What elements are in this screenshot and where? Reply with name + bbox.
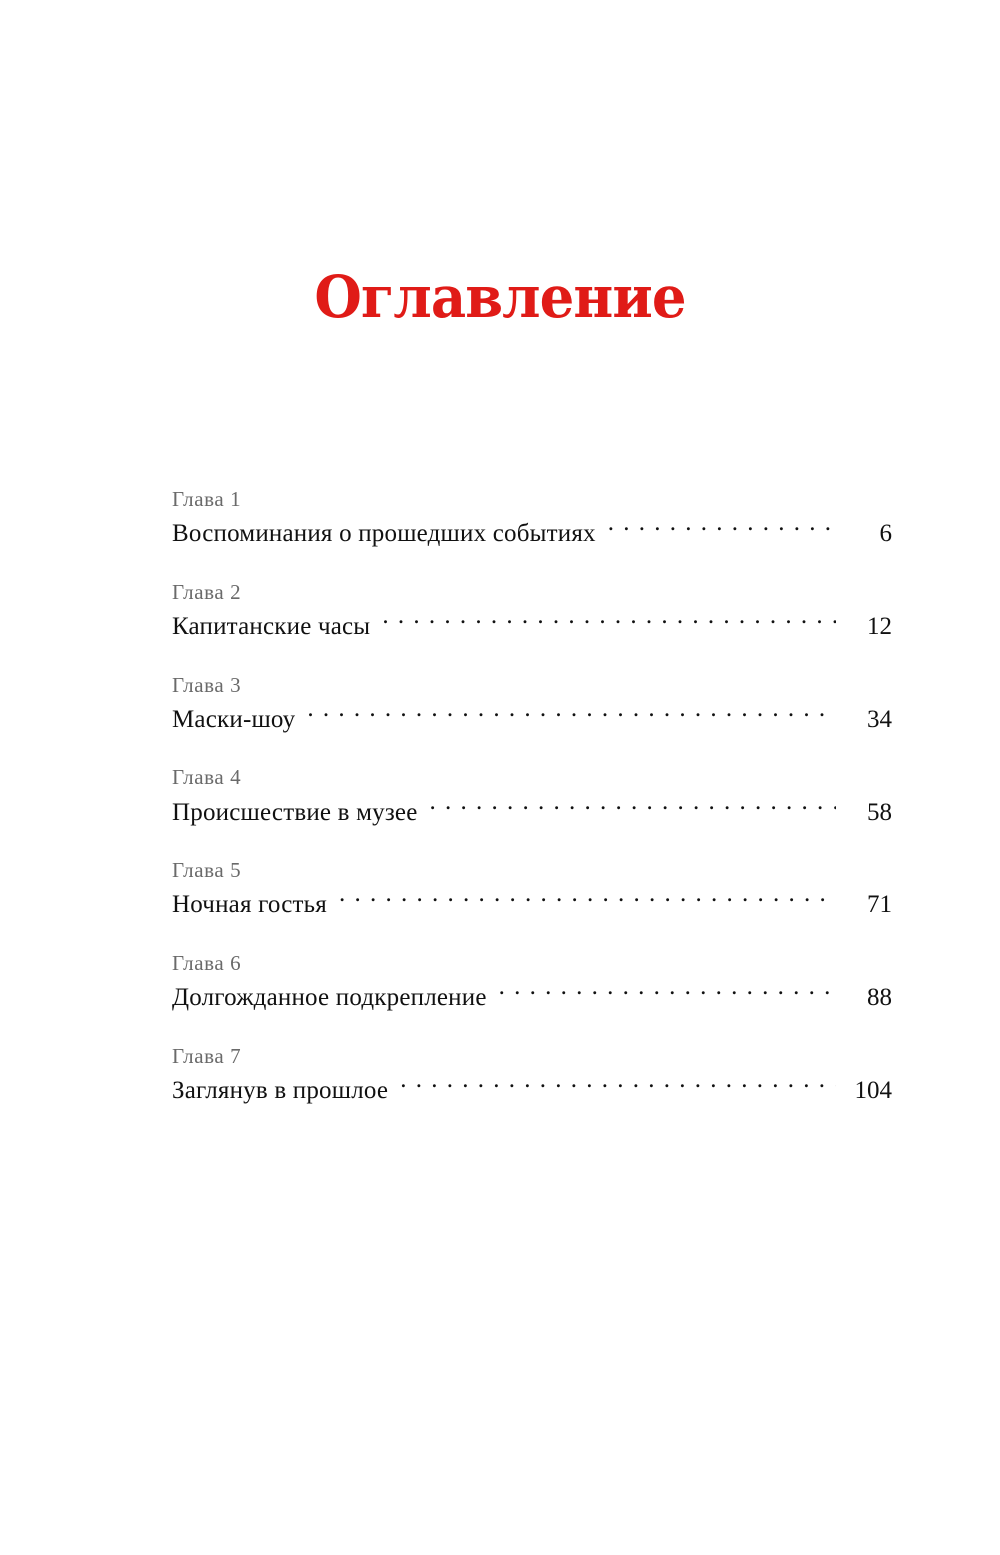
chapter-title: Воспоминания о прошедших событиях bbox=[172, 520, 596, 548]
list-item[interactable] bbox=[172, 857, 892, 922]
list-item[interactable] bbox=[172, 1043, 892, 1108]
chapter-label: Глава 4 bbox=[172, 765, 242, 790]
chapter-title: Ночная гостья bbox=[172, 891, 327, 919]
chapter-title: Маски-шоу bbox=[172, 705, 296, 733]
page-number: 6 bbox=[879, 520, 892, 548]
page-number: 12 bbox=[867, 613, 892, 640]
chapter-label: Глава 3 bbox=[172, 672, 242, 697]
dot-leader bbox=[608, 516, 836, 541]
chapter-line bbox=[172, 980, 892, 1015]
page-number: 88 bbox=[867, 984, 892, 1011]
list-item[interactable] bbox=[172, 486, 892, 551]
chapter-label: Глава 5 bbox=[172, 858, 242, 882]
list-item[interactable] bbox=[172, 950, 892, 1015]
dot-leader bbox=[499, 980, 836, 1005]
page-number: 104 bbox=[854, 1076, 892, 1104]
list-item[interactable] bbox=[172, 672, 892, 737]
page-title: Оглавление bbox=[314, 263, 686, 331]
chapter-line bbox=[172, 1073, 892, 1108]
dot-leader bbox=[382, 609, 836, 634]
list-item[interactable] bbox=[172, 764, 892, 829]
chapter-title: Происшествие в музее bbox=[172, 798, 418, 826]
page-number: 58 bbox=[867, 798, 892, 826]
dot-leader bbox=[400, 1073, 836, 1098]
chapter-title: Заглянув в прошлое bbox=[172, 1076, 389, 1104]
chapter-title: Капитанские часы bbox=[172, 613, 371, 640]
dot-leader bbox=[307, 702, 836, 727]
page-number: 34 bbox=[867, 705, 892, 733]
chapter-label: Глава 7 bbox=[172, 1043, 242, 1068]
chapter-label: Глава 6 bbox=[172, 950, 242, 975]
chapter-label: Глава 2 bbox=[172, 579, 242, 604]
chapter-line bbox=[172, 795, 892, 830]
list-item[interactable] bbox=[172, 579, 892, 644]
dot-leader bbox=[430, 795, 837, 820]
chapter-label: Глава 1 bbox=[172, 487, 242, 511]
chapter-line bbox=[172, 887, 892, 922]
chapter-line bbox=[172, 516, 892, 551]
page-number: 71 bbox=[867, 891, 892, 919]
chapter-line bbox=[172, 609, 892, 644]
chapter-title: Долгожданное подкрепление bbox=[172, 984, 487, 1011]
chapter-line bbox=[172, 702, 892, 737]
dot-leader bbox=[339, 887, 836, 912]
table-of-contents bbox=[172, 486, 892, 1135]
